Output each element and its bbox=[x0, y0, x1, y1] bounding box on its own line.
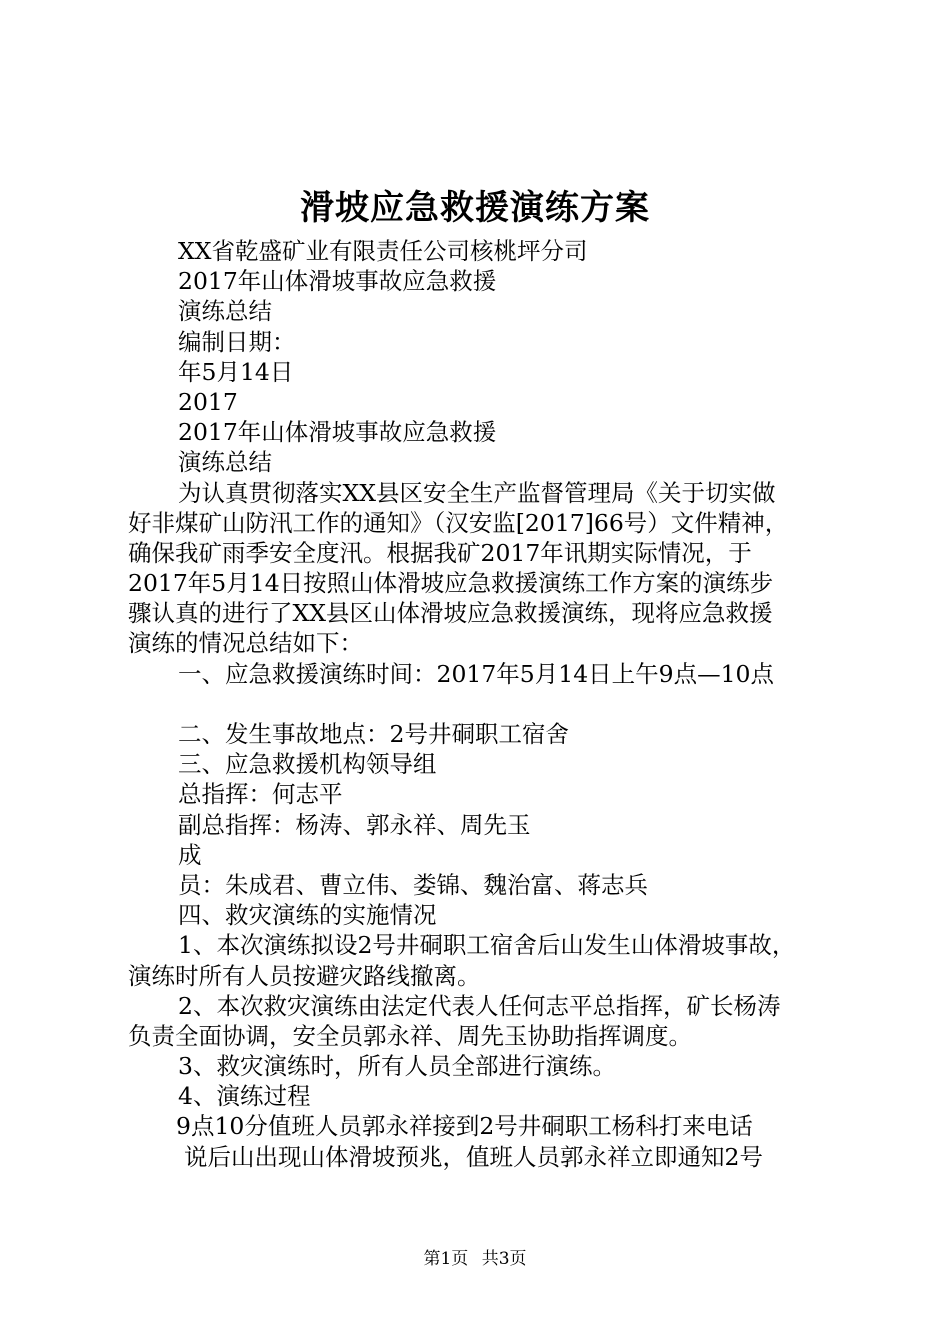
section-heading: 三、应急救援机构领导组 bbox=[178, 750, 437, 779]
paragraph-line: 2、本次救灾演练由法定代表人任何志平总指挥，矿长杨涛 bbox=[178, 991, 781, 1020]
text-line: 总指挥：何志平 bbox=[178, 780, 343, 809]
text-line: XX省乾盛矿业有限责任公司核桃坪分司 bbox=[178, 237, 588, 265]
paragraph-line: 4、演练过程 bbox=[178, 1082, 311, 1111]
paragraph-line: 好非煤矿山防汛工作的通知》（汉安监[2017]66号）文件精神， bbox=[128, 508, 789, 537]
section-heading: 四、救灾演练的实施情况 bbox=[178, 901, 437, 930]
text-line: 2017年山体滑坡事故应急救援 bbox=[178, 418, 497, 447]
text-line: 演练总结 bbox=[178, 297, 272, 326]
paragraph-line: 骤认真的进行了XX县区山体滑坡应急救援演练，现将应急救援 bbox=[128, 599, 773, 628]
blank-line bbox=[128, 689, 828, 719]
document-title: 滑坡应急救援演练方案 bbox=[300, 188, 650, 228]
paragraph-line: 3、救灾演练时，所有人员全部进行演练。 bbox=[178, 1052, 616, 1081]
text-line: 年5月14日 bbox=[178, 357, 294, 386]
document-body bbox=[128, 236, 828, 1172]
paragraph-line: 2017年5月14日按照山体滑坡应急救援演练工作方案的演练步 bbox=[128, 569, 774, 598]
text-line: 2017 bbox=[178, 387, 238, 416]
paragraph-line: 演练的情况总结如下： bbox=[128, 629, 363, 658]
text-line: 编制日期： bbox=[178, 327, 296, 356]
paragraph-line: 演练时所有人员按避灾路线撤离。 bbox=[128, 961, 481, 990]
text-line: 演练总结 bbox=[178, 448, 272, 477]
page-total: 共3页 bbox=[481, 1249, 527, 1269]
section-heading: 二、发生事故地点：2号井硐职工宿舍 bbox=[178, 720, 569, 748]
text-line: 2017年山体滑坡事故应急救援 bbox=[178, 267, 497, 296]
text-line: 成 bbox=[178, 840, 202, 869]
text-line: 员：朱成君、曹立伟、娄锦、魏治富、蒋志兵 bbox=[178, 870, 648, 899]
paragraph-line: 9点10分值班人员郭永祥接到2号井硐职工杨科打来电话 bbox=[176, 1112, 753, 1141]
paragraph-line: 负责全面协调，安全员郭永祥、周先玉协助指挥调度。 bbox=[128, 1021, 692, 1050]
section-heading: 一、应急救援演练时间：2017年5月14日上午9点—10点 bbox=[178, 659, 775, 688]
paragraph-line: 为认真贯彻落实XX县区安全生产监督管理局《关于切实做 bbox=[178, 478, 776, 507]
page-number: 第1页 bbox=[423, 1249, 469, 1269]
page-footer bbox=[0, 1244, 950, 1269]
paragraph-line: 确保我矿雨季安全度汛。根据我矿2017年讯期实际情况，于 bbox=[128, 538, 752, 567]
paragraph-line: 1、本次演练拟设2号井硐职工宿舍后山发生山体滑坡事故， bbox=[178, 931, 796, 960]
paragraph-line: 说后山出现山体滑坡预兆，值班人员郭永祥立即通知2号 bbox=[184, 1142, 763, 1171]
text-line: 副总指挥：杨涛、郭永祥、周先玉 bbox=[178, 810, 531, 839]
